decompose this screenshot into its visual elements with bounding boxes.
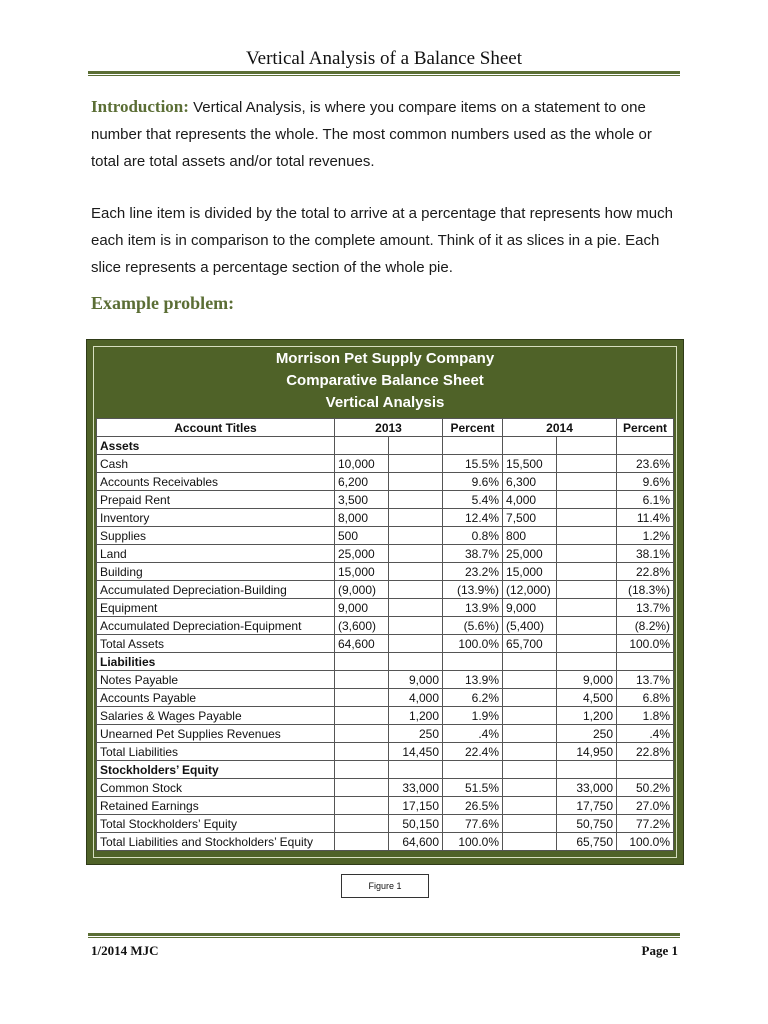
- value-cell: [335, 653, 389, 671]
- value-cell: [335, 761, 389, 779]
- account-title-cell: Inventory: [97, 509, 335, 527]
- table-row: [97, 671, 674, 689]
- account-title-cell: Notes Payable: [97, 671, 335, 689]
- table-row: [97, 635, 674, 653]
- value-cell: [617, 761, 674, 779]
- value-cell: [389, 437, 443, 455]
- value-cell: [503, 689, 557, 707]
- footer-rule: [88, 933, 680, 936]
- value-cell: (13.9%): [443, 581, 503, 599]
- value-cell: [503, 761, 557, 779]
- table-row: [97, 491, 674, 509]
- value-cell: [335, 833, 389, 851]
- value-cell: [557, 455, 617, 473]
- column-header: 2013: [335, 419, 443, 437]
- value-cell: [389, 491, 443, 509]
- account-title-cell: Common Stock: [97, 779, 335, 797]
- column-header: Percent: [617, 419, 674, 437]
- value-cell: 250: [557, 725, 617, 743]
- value-cell: 50.2%: [617, 779, 674, 797]
- account-title-cell: Building: [97, 563, 335, 581]
- value-cell: [389, 527, 443, 545]
- value-cell: [443, 761, 503, 779]
- value-cell: 15.5%: [443, 455, 503, 473]
- value-cell: [503, 653, 557, 671]
- account-title-cell: Total Liabilities: [97, 743, 335, 761]
- table-row: [97, 563, 674, 581]
- value-cell: 8,000: [335, 509, 389, 527]
- value-cell: 25,000: [335, 545, 389, 563]
- account-title-cell: Accumulated Depreciation-Building: [97, 581, 335, 599]
- value-cell: 64,600: [389, 833, 443, 851]
- account-title-cell: Prepaid Rent: [97, 491, 335, 509]
- value-cell: [389, 563, 443, 581]
- table-row: [97, 797, 674, 815]
- table-row: [97, 779, 674, 797]
- value-cell: 13.7%: [617, 671, 674, 689]
- account-title-cell: Total Assets: [97, 635, 335, 653]
- account-title-cell: Supplies: [97, 527, 335, 545]
- value-cell: [557, 635, 617, 653]
- account-title-cell: Assets: [97, 437, 335, 455]
- value-cell: 100.0%: [617, 635, 674, 653]
- account-title-cell: Salaries & Wages Payable: [97, 707, 335, 725]
- account-title-cell: Stockholders’ Equity: [97, 761, 335, 779]
- value-cell: 100.0%: [617, 833, 674, 851]
- value-cell: 1,200: [557, 707, 617, 725]
- value-cell: [503, 437, 557, 455]
- value-cell: [389, 635, 443, 653]
- explanation-paragraph: Each line item is divided by the total to arrive at a percentage that represents how much each item is in comparison to the complete amount. Think of it as slices in a pie. Each slice represents a percentage section of the whole pie.: [91, 205, 673, 276]
- page-title: Vertical Analysis of a Balance Sheet: [246, 48, 522, 69]
- account-title-cell: Cash: [97, 455, 335, 473]
- value-cell: (5.6%): [443, 617, 503, 635]
- value-cell: 6.2%: [443, 689, 503, 707]
- value-cell: [503, 725, 557, 743]
- company-name: Morrison Pet Supply Company: [275, 350, 495, 367]
- value-cell: [503, 833, 557, 851]
- value-cell: 65,750: [557, 833, 617, 851]
- value-cell: 64,600: [335, 635, 389, 653]
- value-cell: 12.4%: [443, 509, 503, 527]
- value-cell: [503, 743, 557, 761]
- value-cell: [335, 437, 389, 455]
- table-row: [97, 833, 674, 851]
- value-cell: [389, 455, 443, 473]
- value-cell: (18.3%): [617, 581, 674, 599]
- value-cell: [557, 509, 617, 527]
- value-cell: 26.5%: [443, 797, 503, 815]
- value-cell: 4,000: [389, 689, 443, 707]
- value-cell: 23.6%: [617, 455, 674, 473]
- value-cell: 250: [389, 725, 443, 743]
- column-header: Percent: [443, 419, 503, 437]
- value-cell: 4,000: [503, 491, 557, 509]
- value-cell: .4%: [617, 725, 674, 743]
- column-header: Account Titles: [97, 419, 335, 437]
- value-cell: 10,000: [335, 455, 389, 473]
- value-cell: [557, 545, 617, 563]
- value-cell: 5.4%: [443, 491, 503, 509]
- table-row: [97, 545, 674, 563]
- value-cell: 7,500: [503, 509, 557, 527]
- value-cell: 100.0%: [443, 833, 503, 851]
- value-cell: 77.2%: [617, 815, 674, 833]
- value-cell: (9,000): [335, 581, 389, 599]
- table-row: [97, 689, 674, 707]
- table-row: [97, 617, 674, 635]
- value-cell: 500: [335, 527, 389, 545]
- value-cell: [503, 797, 557, 815]
- value-cell: [557, 563, 617, 581]
- value-cell: (8.2%): [617, 617, 674, 635]
- statement-name: Comparative Balance Sheet: [286, 372, 484, 389]
- figure-heading: [87, 348, 683, 414]
- value-cell: [389, 761, 443, 779]
- account-title-cell: Accumulated Depreciation-Equipment: [97, 617, 335, 635]
- page-number: Page 1: [641, 943, 678, 958]
- value-cell: [335, 797, 389, 815]
- account-title-cell: Equipment: [97, 599, 335, 617]
- value-cell: 4,500: [557, 689, 617, 707]
- value-cell: [557, 527, 617, 545]
- table-row: [97, 707, 674, 725]
- value-cell: 38.7%: [443, 545, 503, 563]
- value-cell: [557, 761, 617, 779]
- value-cell: 9,000: [335, 599, 389, 617]
- value-cell: 0.8%: [443, 527, 503, 545]
- value-cell: [617, 437, 674, 455]
- value-cell: 13.9%: [443, 671, 503, 689]
- value-cell: [335, 689, 389, 707]
- table-row: [97, 743, 674, 761]
- value-cell: [503, 779, 557, 797]
- table-row: [97, 653, 674, 671]
- value-cell: 33,000: [389, 779, 443, 797]
- value-cell: 1.2%: [617, 527, 674, 545]
- table-body: [97, 437, 674, 851]
- value-cell: 14,950: [557, 743, 617, 761]
- value-cell: 65,700: [503, 635, 557, 653]
- value-cell: [389, 581, 443, 599]
- value-cell: 50,150: [389, 815, 443, 833]
- table-row: [97, 437, 674, 455]
- value-cell: [557, 491, 617, 509]
- value-cell: 100.0%: [443, 635, 503, 653]
- account-title-cell: Accounts Receivables: [97, 473, 335, 491]
- value-cell: 6,300: [503, 473, 557, 491]
- value-cell: [557, 617, 617, 635]
- value-cell: 22.8%: [617, 563, 674, 581]
- value-cell: 33,000: [557, 779, 617, 797]
- account-title-cell: Total Liabilities and Stockholders’ Equity: [97, 833, 335, 851]
- figure-caption: Figure 1: [341, 874, 429, 898]
- table-row: [97, 509, 674, 527]
- value-cell: [335, 815, 389, 833]
- value-cell: [443, 437, 503, 455]
- balance-sheet-figure: [86, 339, 684, 865]
- value-cell: 800: [503, 527, 557, 545]
- value-cell: [557, 599, 617, 617]
- intro-paragraph: [91, 93, 683, 175]
- table-row: [97, 599, 674, 617]
- account-title-cell: Liabilities: [97, 653, 335, 671]
- value-cell: [335, 725, 389, 743]
- value-cell: [557, 437, 617, 455]
- value-cell: 15,000: [335, 563, 389, 581]
- account-title-cell: Unearned Pet Supplies Revenues: [97, 725, 335, 743]
- value-cell: 3,500: [335, 491, 389, 509]
- table-row: [97, 815, 674, 833]
- intro-label: Introduction:: [91, 97, 189, 116]
- value-cell: [389, 473, 443, 491]
- balance-sheet-table: [96, 418, 674, 851]
- header-rule: [88, 71, 680, 74]
- value-cell: [335, 707, 389, 725]
- value-cell: (12,000): [503, 581, 557, 599]
- account-title-cell: Total Stockholders’ Equity: [97, 815, 335, 833]
- value-cell: [557, 581, 617, 599]
- value-cell: 6.8%: [617, 689, 674, 707]
- value-cell: [389, 653, 443, 671]
- value-cell: (5,400): [503, 617, 557, 635]
- table-row: [97, 473, 674, 491]
- column-header: 2014: [503, 419, 617, 437]
- value-cell: 38.1%: [617, 545, 674, 563]
- account-title-cell: Accounts Payable: [97, 689, 335, 707]
- value-cell: .4%: [443, 725, 503, 743]
- value-cell: 1.9%: [443, 707, 503, 725]
- value-cell: 23.2%: [443, 563, 503, 581]
- value-cell: 27.0%: [617, 797, 674, 815]
- value-cell: [503, 815, 557, 833]
- value-cell: 11.4%: [617, 509, 674, 527]
- value-cell: [335, 779, 389, 797]
- value-cell: [389, 509, 443, 527]
- table-row: [97, 725, 674, 743]
- value-cell: 9,000: [557, 671, 617, 689]
- account-title-cell: Land: [97, 545, 335, 563]
- table-row: [97, 455, 674, 473]
- value-cell: 1.8%: [617, 707, 674, 725]
- value-cell: 13.9%: [443, 599, 503, 617]
- value-cell: [617, 653, 674, 671]
- footer-date: 1/2014 MJC: [91, 943, 159, 958]
- value-cell: 14,450: [389, 743, 443, 761]
- value-cell: 9.6%: [443, 473, 503, 491]
- value-cell: 50,750: [557, 815, 617, 833]
- analysis-name: Vertical Analysis: [325, 394, 445, 411]
- table-row: [97, 581, 674, 599]
- footer-rule-thin: [88, 937, 680, 938]
- value-cell: [389, 599, 443, 617]
- value-cell: (3,600): [335, 617, 389, 635]
- intro-text: Vertical Analysis, is where you compare items on a statement to one number that represents the whole. The most common numbers used as the whole or total are total assets and/or total revenues.: [91, 99, 652, 170]
- value-cell: 15,500: [503, 455, 557, 473]
- value-cell: 25,000: [503, 545, 557, 563]
- value-cell: [443, 653, 503, 671]
- value-cell: 51.5%: [443, 779, 503, 797]
- header-rule-thin: [88, 75, 680, 76]
- table-row: [97, 761, 674, 779]
- value-cell: 17,750: [557, 797, 617, 815]
- value-cell: 6,200: [335, 473, 389, 491]
- value-cell: 22.4%: [443, 743, 503, 761]
- value-cell: 22.8%: [617, 743, 674, 761]
- value-cell: [389, 545, 443, 563]
- value-cell: [389, 617, 443, 635]
- table-header-row: [97, 419, 674, 437]
- account-title-cell: Retained Earnings: [97, 797, 335, 815]
- value-cell: [557, 653, 617, 671]
- value-cell: 9.6%: [617, 473, 674, 491]
- value-cell: 1,200: [389, 707, 443, 725]
- value-cell: 9,000: [389, 671, 443, 689]
- value-cell: [557, 473, 617, 491]
- table-row: [97, 527, 674, 545]
- value-cell: [503, 707, 557, 725]
- example-heading: Example problem:: [91, 293, 235, 313]
- value-cell: [503, 671, 557, 689]
- value-cell: 13.7%: [617, 599, 674, 617]
- value-cell: 6.1%: [617, 491, 674, 509]
- value-cell: [335, 743, 389, 761]
- value-cell: [335, 671, 389, 689]
- value-cell: 17,150: [389, 797, 443, 815]
- value-cell: 15,000: [503, 563, 557, 581]
- value-cell: 77.6%: [443, 815, 503, 833]
- value-cell: 9,000: [503, 599, 557, 617]
